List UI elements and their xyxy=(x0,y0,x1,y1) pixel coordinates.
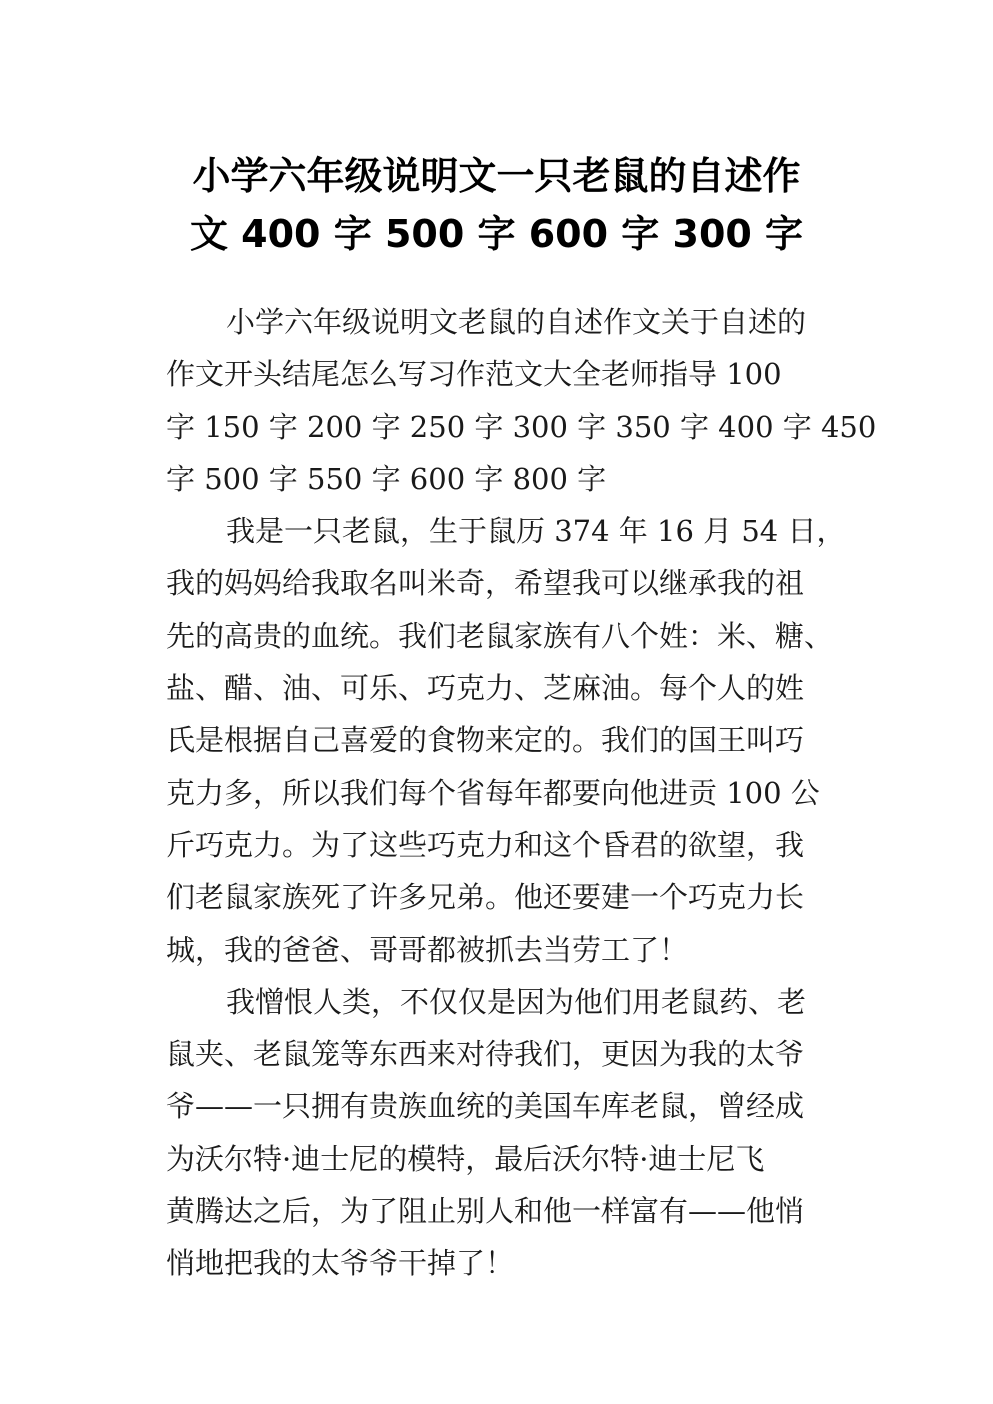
document-title xyxy=(0,147,993,263)
paragraph-line: 氏是根据自己喜爱的食物来定的。我们的国王叫巧 xyxy=(166,723,805,758)
paragraph-line: 为沃尔特·迪士尼的模特，最后沃尔特·迪士尼飞 xyxy=(166,1141,765,1176)
paragraph-line: 先的高贵的血统。我们老鼠家族有八个姓：米、糖、 xyxy=(166,618,834,653)
paragraph-line: 字 500 字 550 字 600 字 800 字 xyxy=(166,461,607,496)
title-line-1: 小学六年级说明文一只老鼠的自述作 xyxy=(192,154,801,199)
paragraph-line: 作文开头结尾怎么写习作范文大全老师指导 100 xyxy=(166,357,782,392)
paragraph-line: 爷——一只拥有贵族血统的美国车库老鼠，曾经成 xyxy=(166,1089,805,1124)
paragraph-birth xyxy=(166,505,846,976)
paragraph-line: 悄地把我的太爷爷干掉了！ xyxy=(166,1246,515,1281)
paragraph-line: 斤巧克力。为了这些巧克力和这个昏君的欲望，我 xyxy=(166,827,805,862)
paragraph-line: 们老鼠家族死了许多兄弟。他还要建一个巧克力长 xyxy=(166,880,805,915)
paragraph-line: 小学六年级说明文老鼠的自述作文关于自述的 xyxy=(226,305,807,339)
paragraph-line: 我的妈妈给我取名叫米奇，希望我可以继承我的祖 xyxy=(166,566,805,601)
paragraph-line: 字 150 字 200 字 250 字 300 字 350 字 400 字 450 xyxy=(166,409,877,444)
paragraph-line: 盐、醋、油、可乐、巧克力、芝麻油。每个人的姓 xyxy=(166,671,805,706)
paragraph-line: 城，我的爸爸、哥哥都被抓去当劳工了！ xyxy=(166,932,689,967)
document-body xyxy=(166,296,877,1290)
paragraph-line: 我憎恨人类，不仅仅是因为他们用老鼠药、老 xyxy=(226,984,807,1019)
paragraph-intro xyxy=(166,296,877,505)
title-line-2: 文 400 字 500 字 600 字 300 字 xyxy=(189,212,804,257)
paragraph-line: 我是一只老鼠，生于鼠历 374 年 16 月 54 日， xyxy=(226,514,846,549)
paragraph-hatred xyxy=(166,976,846,1290)
paragraph-line: 克力多，所以我们每个省每年都要向他进贡 100 公 xyxy=(166,775,820,810)
paragraph-line: 黄腾达之后，为了阻止别人和他一样富有——他悄 xyxy=(166,1194,805,1229)
paragraph-line: 鼠夹、老鼠笼等东西来对待我们，更因为我的太爷 xyxy=(166,1037,805,1072)
